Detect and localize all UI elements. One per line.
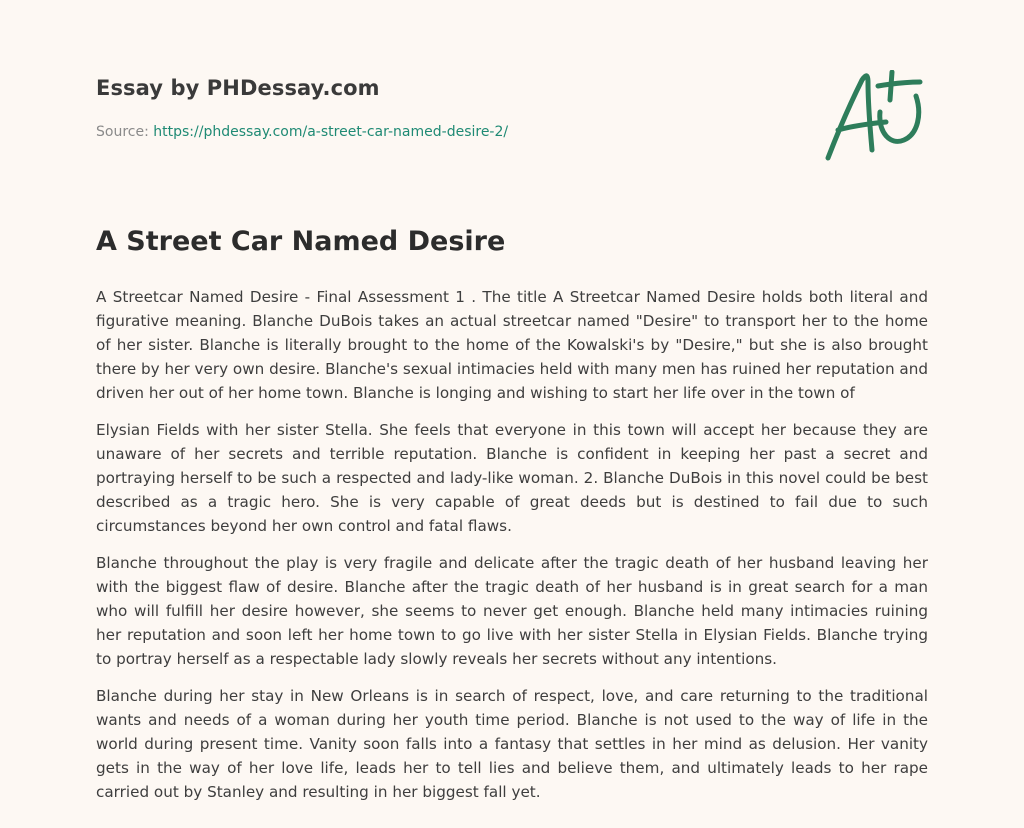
a-plus-logo-icon [824,70,928,164]
essay-title: A Street Car Named Desire [96,226,506,257]
paragraph: Blanche throughout the play is very fragile and delicate after the tragic death of her husband leaving her with the biggest flaw of desire. Blanche after the tragic death of her husband is in great search for a man who will fulfill her desire however, she seems to never get enough. Blanche held many intimacies ruining her reputation and soon left her home town to go live with her sister Stella in Elysian Fields. Blanche trying to portray herself as a respectable lady slowly reveals her secrets without any intentions. [96,554,928,668]
brand-title: Essay by PHDessay.com [96,76,380,100]
source-link[interactable]: https://phdessay.com/a-street-car-named-desire-2/ [153,124,509,140]
source-line [96,124,508,140]
paragraph: A Streetcar Named Desire - Final Assessment 1 . The title A Streetcar Named Desire holds both literal and figurative meaning. Blanche DuBois takes an actual streetcar named "Desire" to transport her to the home of her sister. Blanche is literally brought to the home of the Kowalski's by "Desire," but she is also brought there by her very own desire. Blanche's sexual intimacies held with many men has ruined her reputation and driven her out of her home town. Blanche is longing and wishing to start her life over in the town of [96,288,928,402]
page-header [96,0,928,200]
paragraph: Blanche during her stay in New Orleans is in search of respect, love, and care returning to the traditional wants and needs of a woman during her youth time period. Blanche is not used to the way of life in the world during present time. Vanity soon falls into a fantasy that settles in her mind as delusion. Her vanity gets in the way of her love life, leads her to tell lies and believe them, and ultimately leads to her rape carried out by Stanley and resulting in her biggest fall yet. [96,687,928,801]
source-label: Source: [96,124,149,140]
paragraph: Elysian Fields with her sister Stella. She feels that everyone in this town will accept her because they are unaware of her secrets and terrible reputation. Blanche is confident in keeping her past a secret and portraying herself to be such a respected and lady-like woman. 2. Blanche DuBois in this novel could be best described as a tragic hero. She is very capable of great deeds but is destined to fail due to such circumstances beyond her own control and fatal flaws. [96,421,928,535]
essay-body [96,285,928,817]
